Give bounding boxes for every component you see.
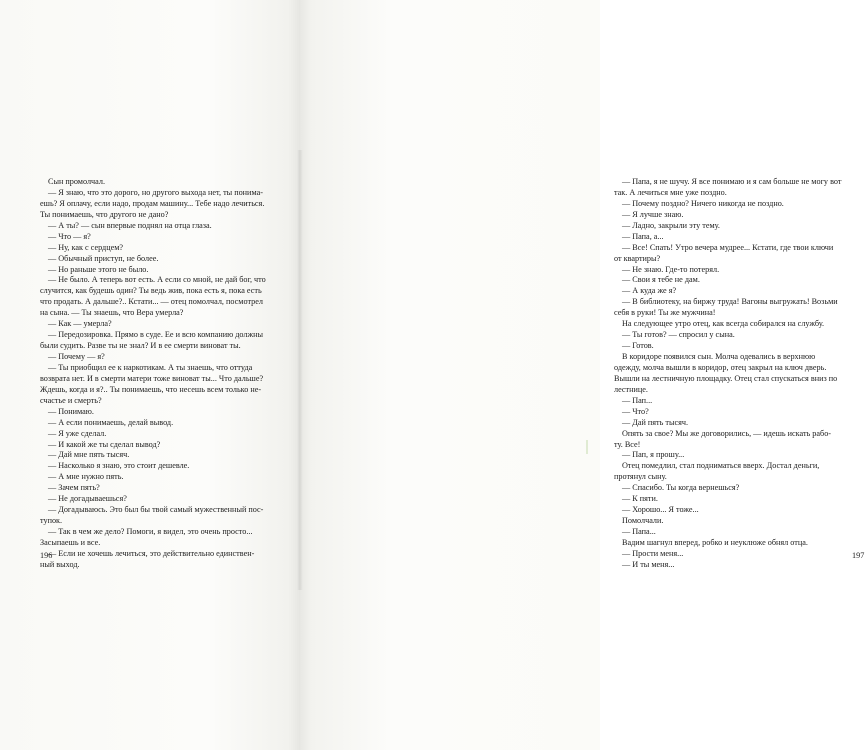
text-line: Опять за свое? Мы же договорились, — идешь искать рабо- (622, 428, 832, 438)
text-line: — Но раньше этого не было. (48, 264, 149, 274)
left-page-body-text (40, 177, 292, 571)
text-line: — Свои я тебе не дам. (622, 275, 700, 285)
text-line: — В библиотеку, на биржу труда! Вагоны выгружать! Возьми (622, 297, 838, 307)
text-line: Помолчали. (622, 516, 664, 526)
text-line: — Не знаю. Где-то потерял. (622, 264, 720, 274)
text-line: — Дай пять тысяч. (622, 417, 689, 427)
text-line: — Я знаю, что это дорого, но другого выхода нет, ты понима- (48, 187, 263, 197)
text-line: одежду, молча вышли в коридор, отец закрыл на ключ дверь. (614, 362, 827, 372)
right-page-body-text (614, 177, 866, 571)
text-line: — Понимаю. (48, 406, 94, 416)
text-line: протянул сыну. (614, 472, 667, 482)
text-line: — Почему поздно? Ничего никогда не поздно. (622, 198, 784, 208)
text-line: — Что? (622, 406, 649, 416)
text-line: — Так в чем же дело? Помоги, я видел, это очень просто... (48, 527, 253, 536)
book-gutter-shadow (297, 150, 303, 590)
text-line: возврата нет. И в смерти матери тоже виноват ты... Что дальше? (40, 373, 264, 383)
text-line: от квартиры? (614, 253, 661, 263)
left-page (0, 0, 300, 750)
text-line: себя в руки! Ты же мужчина! (614, 308, 716, 318)
text-line: — Спасибо. Ты когда вернешься? (622, 483, 740, 493)
text-line: — Если не хочешь лечиться, это действительно единствен- (48, 548, 255, 558)
text-line: случится, как будешь один? Ты ведь жив, пока есть я, пока есть (40, 286, 262, 296)
text-line: — Почему — я? (48, 352, 105, 361)
text-line: — Не догадываешься? (48, 494, 127, 504)
text-line: — А ты? — сын впервые поднял на отца глаза. (48, 220, 212, 230)
text-line: Вышли на лестничную площадку. Отец стал спускаться вниз по (614, 373, 838, 383)
text-line: — Папа, а... (622, 231, 664, 241)
text-line: ный выход. (40, 559, 80, 569)
text-line: — А если понимаешь, делай вывод. (48, 417, 174, 427)
text-line: Ты понимаешь, что другого не дано? (40, 209, 169, 219)
text-line: Засыпаешь и все. (40, 537, 101, 547)
text-line: — Папа... (622, 527, 656, 536)
text-line: — Ты приобщил ее к наркотикам. А ты знаешь, что оттуда (48, 362, 253, 372)
text-line: так. А лечиться мне уже поздно. (614, 187, 727, 197)
text-line: тупок. (40, 516, 63, 526)
text-line: На следующее утро отец, как всегда собирался на службу. (622, 319, 825, 329)
page-edge-speck (586, 440, 588, 454)
text-line: — Хорошо... Я тоже... (622, 505, 699, 515)
text-line: — А куда же я? (622, 286, 677, 296)
text-line: — Все! Спать! Утро вечера мудрее... Кстати, где твои ключи (622, 242, 834, 252)
text-line: Вадим шагнул вперед, робко и неуклюже обнял отца. (622, 537, 808, 547)
text-line: лестнице. (614, 384, 648, 394)
text-line: — И какой же ты сделал вывод? (48, 439, 161, 449)
text-line: — Догадываюсь. Это был бы твой самый мужественный пос- (48, 505, 264, 515)
text-line: Ждешь, когда и я?.. Ты понимаешь, что несешь всем только не- (40, 384, 262, 394)
text-line: — Готов. (622, 341, 654, 351)
text-line: — Я уже сделал. (48, 428, 107, 438)
left-page-number: 196 (40, 551, 53, 560)
text-line: — Пап... (622, 395, 653, 405)
text-line: — Передозировка. Прямо в суде. Ее и всю компанию должны (48, 330, 264, 340)
text-line: — Пап, я прошу... (622, 450, 685, 460)
text-line: — Как — умерла? (48, 319, 112, 329)
text-line: ешь? Я оплачу, если надо, продам машину... Тебе надо лечиться. (40, 198, 265, 208)
text-line: — Ладно, закрыли эту тему. (622, 220, 720, 230)
text-line: — Ты готов? — спросил у сына. (622, 330, 735, 340)
text-line: — Ну, как с сердцем? (48, 242, 124, 252)
text-line: на сына. — Ты знаешь, что Вера умерла? (40, 308, 184, 318)
right-page (300, 0, 865, 750)
text-line: — Я лучше знаю. (622, 209, 684, 219)
text-line: — Прости меня... (622, 548, 684, 558)
text-line: — Папа, я не шучу. Я все понимаю и я сам больше не могу вот (622, 177, 842, 186)
text-line: — Что — я? (48, 231, 91, 241)
text-line: были судить. Разве ты не знал? И в ее смерти виноват ты. (40, 341, 241, 351)
text-line: — Зачем пять? (48, 483, 100, 493)
text-line: — Обычный приступ, не более. (48, 253, 159, 263)
text-line: Сын промолчал. (48, 177, 106, 186)
text-line: — Насколько я знаю, это стоит дешевле. (48, 461, 190, 471)
text-line: — И ты меня... (622, 559, 675, 569)
text-line: счастье и смерть? (40, 395, 102, 405)
text-line: Отец помедлил, стал подниматься вверх. Достал деньги, (622, 461, 820, 471)
right-page-number: 197 (852, 551, 865, 560)
text-line: В коридоре появился сын. Молча одевались в верхнюю (622, 352, 816, 361)
text-line: — А мне нужно пять. (48, 472, 124, 482)
text-line: ту. Все! (614, 439, 641, 449)
text-line: — Дай мне пять тысяч. (48, 450, 130, 460)
text-line: — Не было. А теперь вот есть. А если со мной, не дай бог, что (48, 275, 266, 285)
text-line: — К пяти. (622, 494, 658, 504)
text-line: что продать. А дальше?.. Кстати... — отец помолчал, посмотрел (40, 297, 263, 307)
